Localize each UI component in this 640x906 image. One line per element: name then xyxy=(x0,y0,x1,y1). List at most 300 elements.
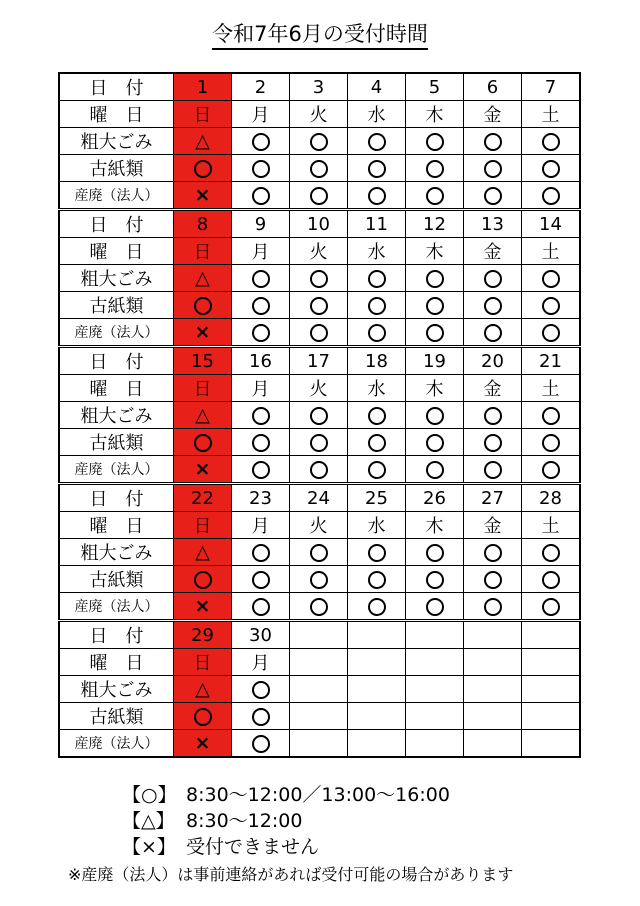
date-cell: 6 xyxy=(464,73,522,101)
date-cell: 10 xyxy=(290,210,348,238)
weekday-cell: 日 xyxy=(174,238,232,265)
date-cell: 24 xyxy=(290,484,348,512)
status-cell xyxy=(522,730,581,758)
circle-icon xyxy=(310,434,328,452)
status-cell xyxy=(232,539,290,566)
status-cell xyxy=(232,292,290,319)
weekday-cell: 木 xyxy=(406,238,464,265)
weekday-cell: 木 xyxy=(406,375,464,402)
paper-row xyxy=(59,566,580,593)
date-cell: 18 xyxy=(348,347,406,375)
status-cell xyxy=(174,402,232,429)
status-cell xyxy=(232,155,290,182)
circle-icon xyxy=(252,187,270,205)
status-cell xyxy=(464,730,522,758)
status-cell xyxy=(406,128,464,155)
circle-icon xyxy=(310,598,328,616)
industrial-waste-row xyxy=(59,593,580,621)
circle-icon xyxy=(310,160,328,178)
circle-icon xyxy=(542,598,560,616)
status-cell xyxy=(290,730,348,758)
status-cell xyxy=(290,155,348,182)
status-cell xyxy=(348,265,406,292)
paper-row xyxy=(59,429,580,456)
status-cell xyxy=(290,429,348,456)
date-row xyxy=(59,347,580,375)
date-cell: 8 xyxy=(174,210,232,238)
weekday-cell: 金 xyxy=(464,238,522,265)
circle-icon xyxy=(484,544,502,562)
date-cell: 22 xyxy=(174,484,232,512)
bulky-waste-row xyxy=(59,128,580,155)
status-cell xyxy=(232,182,290,210)
weekday-cell: 月 xyxy=(232,375,290,402)
circle-icon xyxy=(194,708,212,726)
date-cell: 17 xyxy=(290,347,348,375)
status-cell xyxy=(464,182,522,210)
row-label: 曜 日 xyxy=(59,512,174,539)
status-cell xyxy=(406,593,464,621)
cross-icon: × xyxy=(194,732,211,754)
circle-icon xyxy=(542,461,560,479)
circle-icon xyxy=(542,160,560,178)
status-cell xyxy=(522,292,581,319)
circle-icon xyxy=(310,544,328,562)
date-cell: 14 xyxy=(522,210,581,238)
status-cell xyxy=(174,128,232,155)
row-label: 産廃（法人） xyxy=(59,456,174,484)
circle-icon xyxy=(542,434,560,452)
date-cell: 5 xyxy=(406,73,464,101)
status-cell xyxy=(348,566,406,593)
status-cell xyxy=(464,703,522,730)
legend-text: 8:30～12:00 xyxy=(186,810,303,832)
page-title-text: 令和7年6月の受付時間 xyxy=(212,22,428,50)
cross-icon: × xyxy=(194,458,211,480)
circle-icon xyxy=(542,187,560,205)
triangle-icon: △ xyxy=(195,541,210,563)
status-cell xyxy=(464,539,522,566)
status-cell xyxy=(290,676,348,703)
circle-icon xyxy=(542,571,560,589)
cross-icon: × xyxy=(194,595,211,617)
status-cell xyxy=(290,456,348,484)
status-cell xyxy=(290,319,348,347)
status-cell xyxy=(522,155,581,182)
weekday-cell: 火 xyxy=(290,101,348,128)
circle-icon xyxy=(484,270,502,288)
status-cell xyxy=(406,155,464,182)
date-cell: 7 xyxy=(522,73,581,101)
circle-icon xyxy=(368,297,386,315)
legend-mark: 【○】 xyxy=(122,784,177,806)
footnote: ※産廃（法人）は事前連絡があれば受付可能の場合があります xyxy=(68,865,514,884)
row-label: 曜 日 xyxy=(59,101,174,128)
status-cell xyxy=(232,319,290,347)
weekday-cell: 月 xyxy=(232,649,290,676)
status-cell xyxy=(348,402,406,429)
circle-icon xyxy=(426,187,444,205)
date-cell: 26 xyxy=(406,484,464,512)
date-cell: 1 xyxy=(174,73,232,101)
circle-icon xyxy=(368,160,386,178)
circle-icon xyxy=(310,270,328,288)
legend-row-circle xyxy=(122,782,450,808)
page-title xyxy=(0,18,640,48)
weekday-cell: 水 xyxy=(348,238,406,265)
circle-icon xyxy=(194,434,212,452)
circle-icon xyxy=(194,297,212,315)
circle-icon xyxy=(252,434,270,452)
circle-icon xyxy=(426,160,444,178)
circle-icon xyxy=(310,571,328,589)
weekday-cell: 日 xyxy=(174,649,232,676)
date-cell: 15 xyxy=(174,347,232,375)
row-label: 粗大ごみ xyxy=(59,265,174,292)
date-cell: 28 xyxy=(522,484,581,512)
status-cell xyxy=(464,566,522,593)
status-cell xyxy=(232,265,290,292)
triangle-icon: △ xyxy=(195,267,210,289)
circle-icon xyxy=(368,324,386,342)
row-label: 産廃（法人） xyxy=(59,593,174,621)
circle-icon xyxy=(426,544,444,562)
circle-icon xyxy=(484,187,502,205)
paper-row xyxy=(59,703,580,730)
circle-icon xyxy=(484,324,502,342)
weekday-cell: 日 xyxy=(174,512,232,539)
circle-icon xyxy=(426,297,444,315)
circle-icon xyxy=(542,324,560,342)
row-label: 曜 日 xyxy=(59,649,174,676)
circle-icon xyxy=(426,598,444,616)
date-cell: 21 xyxy=(522,347,581,375)
status-cell xyxy=(464,128,522,155)
status-cell xyxy=(464,456,522,484)
status-cell xyxy=(290,593,348,621)
row-label: 曜 日 xyxy=(59,238,174,265)
circle-icon xyxy=(368,407,386,425)
row-label: 産廃（法人） xyxy=(59,730,174,758)
circle-icon xyxy=(542,297,560,315)
status-cell xyxy=(348,128,406,155)
weekday-cell: 土 xyxy=(522,238,581,265)
row-label: 粗大ごみ xyxy=(59,128,174,155)
status-cell xyxy=(522,676,581,703)
weekday-cell: 火 xyxy=(290,512,348,539)
status-cell xyxy=(290,182,348,210)
status-cell xyxy=(406,676,464,703)
legend-mark: 【△】 xyxy=(122,810,175,832)
weekday-row xyxy=(59,375,580,402)
status-cell xyxy=(464,265,522,292)
circle-icon xyxy=(484,598,502,616)
status-cell xyxy=(348,429,406,456)
status-cell xyxy=(174,182,232,210)
status-cell xyxy=(174,429,232,456)
status-cell xyxy=(290,566,348,593)
date-cell xyxy=(290,621,348,649)
date-cell: 20 xyxy=(464,347,522,375)
date-cell: 25 xyxy=(348,484,406,512)
row-label: 粗大ごみ xyxy=(59,539,174,566)
status-cell xyxy=(348,593,406,621)
bulky-waste-row xyxy=(59,402,580,429)
circle-icon xyxy=(368,434,386,452)
status-cell xyxy=(464,402,522,429)
weekday-cell: 月 xyxy=(232,512,290,539)
weekday-cell: 金 xyxy=(464,512,522,539)
circle-icon xyxy=(368,187,386,205)
status-cell xyxy=(406,703,464,730)
circle-icon xyxy=(310,407,328,425)
status-cell xyxy=(522,429,581,456)
legend-text: 受付できません xyxy=(186,836,320,858)
circle-icon xyxy=(542,270,560,288)
status-cell xyxy=(232,730,290,758)
circle-icon xyxy=(368,461,386,479)
circle-icon xyxy=(252,461,270,479)
legend xyxy=(122,782,450,860)
status-cell xyxy=(174,539,232,566)
circle-icon xyxy=(252,681,270,699)
status-cell xyxy=(522,319,581,347)
status-cell xyxy=(290,402,348,429)
legend-text: 8:30～12:00／13:00～16:00 xyxy=(186,784,450,806)
industrial-waste-row xyxy=(59,182,580,210)
weekday-cell: 水 xyxy=(348,512,406,539)
triangle-icon: △ xyxy=(195,404,210,426)
status-cell xyxy=(174,703,232,730)
paper-row xyxy=(59,155,580,182)
circle-icon xyxy=(426,461,444,479)
status-cell xyxy=(290,539,348,566)
status-cell xyxy=(232,429,290,456)
circle-icon xyxy=(426,407,444,425)
status-cell xyxy=(522,128,581,155)
circle-icon xyxy=(484,297,502,315)
status-cell xyxy=(348,292,406,319)
weekday-cell: 火 xyxy=(290,238,348,265)
circle-icon xyxy=(426,571,444,589)
status-cell xyxy=(464,676,522,703)
date-cell xyxy=(348,621,406,649)
circle-icon xyxy=(310,133,328,151)
status-cell xyxy=(464,319,522,347)
weekday-cell: 木 xyxy=(406,101,464,128)
circle-icon xyxy=(484,160,502,178)
status-cell xyxy=(348,155,406,182)
row-label: 古紙類 xyxy=(59,292,174,319)
circle-icon xyxy=(252,708,270,726)
bulky-waste-row xyxy=(59,539,580,566)
status-cell xyxy=(406,456,464,484)
cross-icon: × xyxy=(194,321,211,343)
circle-icon xyxy=(310,297,328,315)
row-label: 日 付 xyxy=(59,73,174,101)
bulky-waste-row xyxy=(59,676,580,703)
circle-icon xyxy=(542,407,560,425)
weekday-cell: 金 xyxy=(464,375,522,402)
date-cell: 12 xyxy=(406,210,464,238)
date-row xyxy=(59,210,580,238)
circle-icon xyxy=(310,187,328,205)
circle-icon xyxy=(252,571,270,589)
row-label: 粗大ごみ xyxy=(59,402,174,429)
status-cell xyxy=(232,676,290,703)
status-cell xyxy=(174,593,232,621)
status-cell xyxy=(406,566,464,593)
status-cell xyxy=(174,265,232,292)
circle-icon xyxy=(310,461,328,479)
date-cell: 30 xyxy=(232,621,290,649)
status-cell xyxy=(348,319,406,347)
date-cell: 23 xyxy=(232,484,290,512)
date-cell: 19 xyxy=(406,347,464,375)
date-cell: 29 xyxy=(174,621,232,649)
weekday-cell: 日 xyxy=(174,375,232,402)
circle-icon xyxy=(252,297,270,315)
date-cell: 9 xyxy=(232,210,290,238)
status-cell xyxy=(406,402,464,429)
status-cell xyxy=(232,593,290,621)
status-cell xyxy=(406,539,464,566)
circle-icon xyxy=(252,324,270,342)
status-cell xyxy=(290,128,348,155)
row-label: 産廃（法人） xyxy=(59,182,174,210)
status-cell xyxy=(406,730,464,758)
status-cell xyxy=(522,539,581,566)
legend-mark: 【×】 xyxy=(122,836,176,858)
circle-icon xyxy=(368,598,386,616)
status-cell xyxy=(522,593,581,621)
status-cell xyxy=(348,703,406,730)
date-cell: 16 xyxy=(232,347,290,375)
status-cell xyxy=(522,402,581,429)
status-cell xyxy=(406,292,464,319)
weekday-cell: 土 xyxy=(522,375,581,402)
circle-icon xyxy=(484,434,502,452)
status-cell xyxy=(406,429,464,456)
circle-icon xyxy=(368,133,386,151)
row-label: 日 付 xyxy=(59,210,174,238)
circle-icon xyxy=(484,461,502,479)
circle-icon xyxy=(426,270,444,288)
weekday-row xyxy=(59,238,580,265)
weekday-cell: 金 xyxy=(464,101,522,128)
circle-icon xyxy=(194,571,212,589)
status-cell xyxy=(174,456,232,484)
triangle-icon: △ xyxy=(195,130,210,152)
weekday-row xyxy=(59,649,580,676)
weekday-cell: 水 xyxy=(348,375,406,402)
circle-icon xyxy=(542,133,560,151)
circle-icon xyxy=(310,324,328,342)
status-cell xyxy=(290,292,348,319)
row-label: 古紙類 xyxy=(59,429,174,456)
triangle-icon: △ xyxy=(195,678,210,700)
weekday-cell: 月 xyxy=(232,238,290,265)
circle-icon xyxy=(252,544,270,562)
row-label: 粗大ごみ xyxy=(59,676,174,703)
weekday-row xyxy=(59,101,580,128)
status-cell xyxy=(348,676,406,703)
circle-icon xyxy=(426,434,444,452)
status-cell xyxy=(522,456,581,484)
status-cell xyxy=(522,265,581,292)
circle-icon xyxy=(426,133,444,151)
row-label: 日 付 xyxy=(59,484,174,512)
status-cell xyxy=(522,703,581,730)
status-cell xyxy=(174,292,232,319)
date-cell xyxy=(406,621,464,649)
circle-icon xyxy=(252,598,270,616)
status-cell xyxy=(406,319,464,347)
status-cell xyxy=(232,128,290,155)
status-cell xyxy=(174,319,232,347)
circle-icon xyxy=(368,544,386,562)
weekday-cell: 木 xyxy=(406,512,464,539)
weekday-cell: 日 xyxy=(174,101,232,128)
status-cell xyxy=(174,155,232,182)
weekday-cell xyxy=(522,649,581,676)
weekday-cell xyxy=(406,649,464,676)
date-cell: 13 xyxy=(464,210,522,238)
circle-icon xyxy=(252,735,270,753)
status-cell xyxy=(348,456,406,484)
status-cell xyxy=(522,182,581,210)
weekday-row xyxy=(59,512,580,539)
date-row xyxy=(59,621,580,649)
status-cell xyxy=(464,155,522,182)
status-cell xyxy=(464,292,522,319)
row-label: 日 付 xyxy=(59,621,174,649)
weekday-cell: 月 xyxy=(232,101,290,128)
circle-icon xyxy=(484,571,502,589)
status-cell xyxy=(464,593,522,621)
status-cell xyxy=(464,429,522,456)
status-cell xyxy=(290,265,348,292)
row-label: 古紙類 xyxy=(59,155,174,182)
status-cell xyxy=(406,265,464,292)
circle-icon xyxy=(426,324,444,342)
circle-icon xyxy=(252,270,270,288)
circle-icon xyxy=(542,544,560,562)
row-label: 古紙類 xyxy=(59,566,174,593)
row-label: 古紙類 xyxy=(59,703,174,730)
weekday-cell xyxy=(290,649,348,676)
date-cell xyxy=(464,621,522,649)
date-cell: 27 xyxy=(464,484,522,512)
circle-icon xyxy=(252,160,270,178)
weekday-cell: 土 xyxy=(522,101,581,128)
status-cell xyxy=(232,456,290,484)
weekday-cell xyxy=(464,649,522,676)
weekday-cell: 火 xyxy=(290,375,348,402)
status-cell xyxy=(348,182,406,210)
status-cell xyxy=(174,730,232,758)
weekday-cell: 水 xyxy=(348,101,406,128)
date-cell: 11 xyxy=(348,210,406,238)
status-cell xyxy=(174,676,232,703)
status-cell xyxy=(406,182,464,210)
bulky-waste-row xyxy=(59,265,580,292)
circle-icon xyxy=(484,133,502,151)
circle-icon xyxy=(252,407,270,425)
cross-icon: × xyxy=(194,184,211,206)
circle-icon xyxy=(368,571,386,589)
date-cell xyxy=(522,621,581,649)
